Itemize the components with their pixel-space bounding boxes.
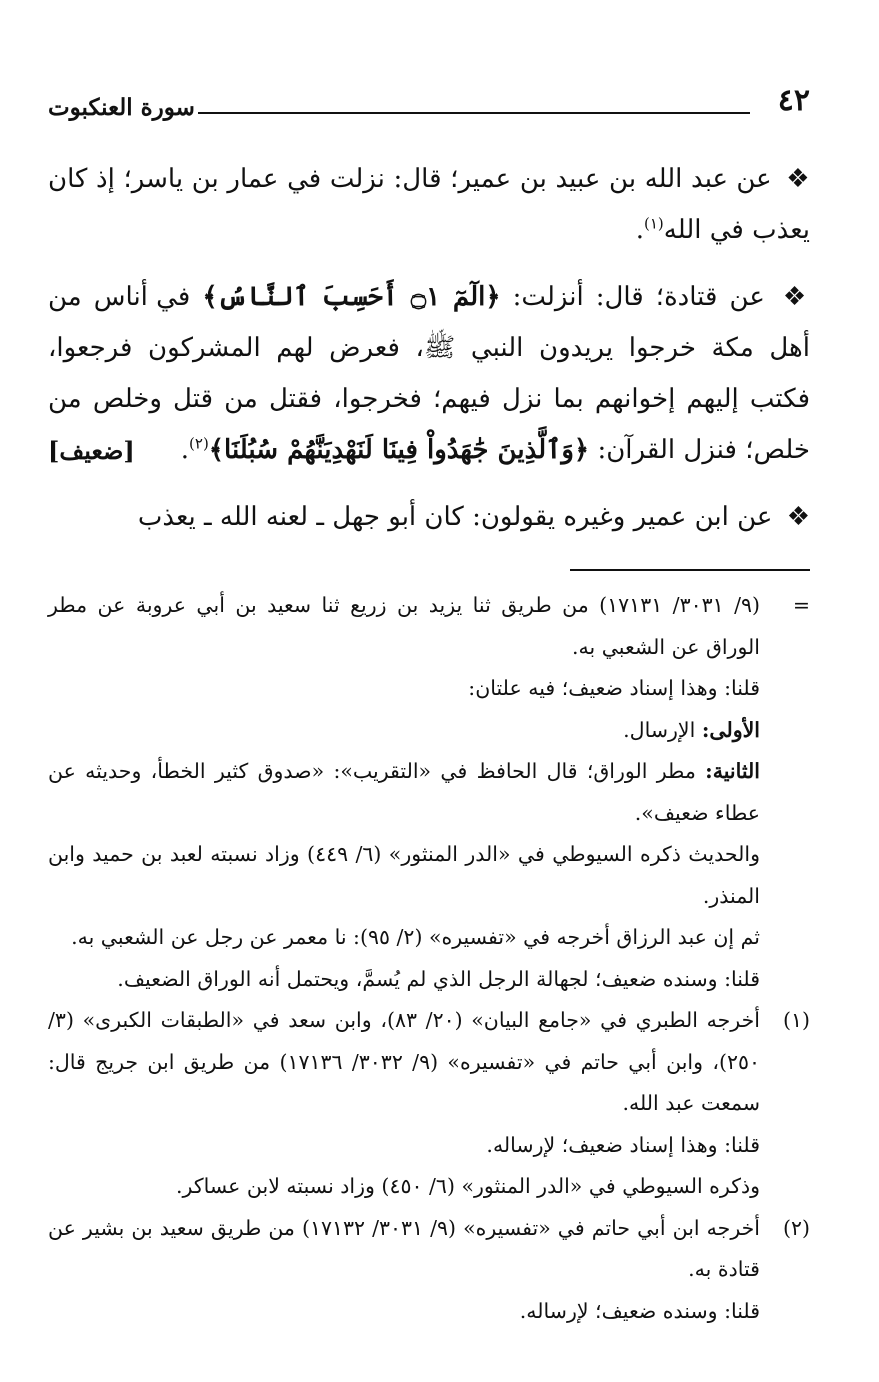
page-number: ٤٢	[777, 83, 810, 118]
narration-1	[48, 154, 810, 256]
footnote-line: قلنا: وهذا إسناد ضعيف؛ فيه علتان:	[468, 676, 760, 700]
narration-1-text: عن عبد الله بن عبيد بن عمير؛ قال: نزلت في عمار بن ياسر؛ إذ كان يعذب في الله	[48, 164, 810, 245]
bullet-icon: ❖	[782, 282, 810, 312]
header-divider	[198, 112, 750, 114]
surah-title: سورة العنكبوت	[48, 94, 195, 121]
grade-label: [ضعيف]	[48, 436, 135, 465]
footnote-line: قلنا: وسنده ضعيف؛ لإرساله.	[519, 1298, 760, 1323]
footnote-mark: (١)	[782, 1008, 810, 1032]
quran-verse-2: ﴿وَٱلَّذِينَ جَٰهَدُواْ فِينَا لَنَهْدِيَنَّهُمْ سُبُلَنَا﴾	[208, 435, 590, 465]
bullet-icon: ❖	[786, 164, 810, 194]
footnote-line: قلنا: وهذا إسناد ضعيف؛ لإرساله.	[486, 1132, 760, 1157]
footnote-body	[48, 585, 760, 1000]
footnote-line: أخرجه الطبري في «جامع البيان» (٢٠/ ٨٣)، وابن سعد في «الطبقات الكبرى» (٣/ ٢٥٠)، وابن أبي حاتم في «تفسيره» (٩/ ٣٠٣٢/ ١٧١٣٦) من طريق ابن جريج قال: سمعت عبد الله.	[48, 1008, 760, 1115]
narration-2-text-a: عن قتادة؛ قال: أنزلت:	[512, 282, 765, 312]
label-second: الثانية:	[705, 759, 760, 783]
footnote-1	[48, 1000, 810, 1208]
footnote-body	[48, 1208, 760, 1333]
footnote-divider	[570, 569, 810, 571]
footnote-continuation	[48, 585, 810, 1000]
footnote-ref-1: (١)	[643, 214, 664, 233]
quran-verse-1: ﴿الٓمٓ ۝١ أَحَسِبَ ٱلنَّاسُ﴾	[202, 282, 501, 312]
footnote-body	[48, 1000, 760, 1208]
page-header	[48, 60, 810, 121]
narration-2-text-b: في أناس من أهل مكة خرجوا يريدون النبي ﷺ، فعرض لهم المشركون فرجعوا، فكتب إليهم إخوانهم بما نزل فيهم؛ فخرجوا، فقتل من قتل وخلص من خلص؛ فنزل القرآن:	[48, 282, 810, 465]
footnote-line: (٩/ ٣٠٣١/ ١٧١٣١) من طريق ثنا يزيد بن زريع ثنا سعيد بن أبي عروبة عن مطر الوراق عن الشعبي به.	[48, 593, 760, 659]
footnote-2	[48, 1208, 810, 1333]
footnote-line: وذكره السيوطي في «الدر المنثور» (٦/ ٤٥٠) وزاد نسبته لابن عساكر.	[176, 1174, 760, 1198]
narration-1-end: .	[635, 215, 644, 245]
narration-2-end: .	[180, 435, 190, 465]
footnote-line	[48, 710, 760, 752]
footnote-ref-2: (٢)	[189, 434, 209, 453]
label-first: الأولى:	[701, 717, 760, 742]
footnote-line-text: الإرسال.	[623, 717, 696, 742]
footnotes	[48, 585, 810, 1332]
footnote-line: ثم إن عبد الرزاق أخرجه في «تفسيره» (٢/ ٩٥): نا معمر عن رجل عن الشعبي به.	[71, 925, 760, 949]
footnote-mark: =	[792, 593, 810, 617]
narration-2	[48, 272, 810, 476]
main-text	[48, 154, 810, 543]
narration-3-text: عن ابن عمير وغيره يقولون: كان أبو جهل ـ لعنه الله ـ يعذب	[137, 502, 773, 532]
footnote-line	[48, 751, 760, 834]
bullet-icon: ❖	[786, 502, 810, 532]
footnote-line: أخرجه ابن أبي حاتم في «تفسيره» (٩/ ٣٠٣١/ ١٧١٣٢) من طريق سعيد بن بشير عن قتادة به.	[48, 1215, 760, 1281]
narration-3	[48, 492, 810, 543]
footnote-mark: (٢)	[782, 1215, 810, 1240]
book-page	[48, 60, 810, 1332]
footnote-line-text: مطر الوراق؛ قال الحافظ في «التقريب»: «صدوق كثير الخطأ، وحديثه عن عطاء ضعيف».	[48, 759, 760, 825]
footnote-line: قلنا: وسنده ضعيف؛ لجهالة الرجل الذي لم يُسمَّ، ويحتمل أنه الوراق الضعيف.	[117, 966, 760, 991]
footnote-line: والحديث ذكره السيوطي في «الدر المنثور» (٦/ ٤٤٩) وزاد نسبته لعبد بن حميد وابن المنذر.	[48, 842, 760, 908]
